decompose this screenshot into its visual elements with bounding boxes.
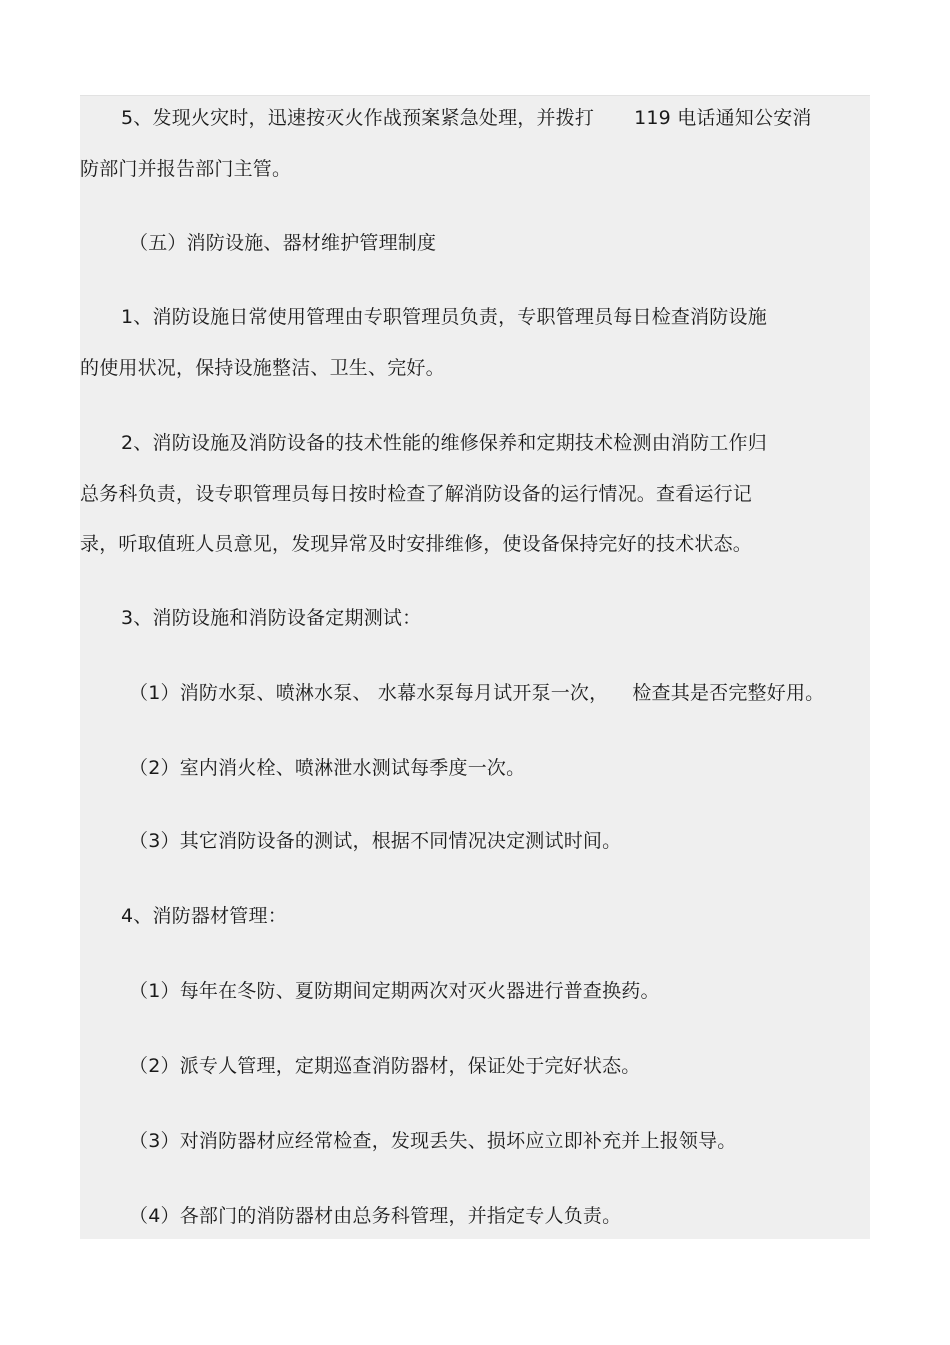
item-3-title: 3、消防设施和消防设备定期测试：: [121, 607, 422, 629]
item-3-sub-1: [129, 681, 824, 705]
item-2-line-2: 总务科负责，设专职管理员每日按时检查了解消防设备的运行情况。查看运行记: [80, 483, 753, 505]
item-3-sub-2: （2）室内消火栓、喷淋泄水测试每季度一次。: [129, 757, 526, 779]
item-1-line-2: 的使用状况，保持设施整洁、卫生、完好。: [80, 357, 445, 379]
item-2-line-3: 录，听取值班人员意见，发现异常及时安排维修，使设备保持完好的技术状态。: [80, 533, 753, 555]
item-4-sub-2: （2）派专人管理，定期巡查消防器材，保证处于完好状态。: [129, 1055, 641, 1077]
item-4-sub-1: （1）每年在冬防、夏防期间定期两次对灭火器进行普查换药。: [129, 980, 660, 1002]
paragraph-5-line-1: [121, 106, 812, 130]
item-2-line-1: 2、消防设施及消防设备的技术性能的维修保养和定期技术检测由消防工作归: [121, 432, 767, 454]
item-4-sub-4: （4）各部门的消防器材由总务科管理，并指定专人负责。: [129, 1205, 622, 1227]
item-4-sub-3: （3）对消防器材应经常检查，发现丢失、损坏应立即补充并上报领导。: [129, 1130, 737, 1152]
item-4-title: 4、消防器材管理：: [121, 905, 287, 927]
item-3-sub-1-text-b: 检查其是否完整好用。: [632, 682, 825, 704]
paragraph-5-line-2: 防部门并报告部门主管。: [80, 158, 292, 180]
item-3-sub-1-text-a: （1）消防水泵、喷淋水泵、 水幕水泵每月试开泵一次，: [129, 682, 609, 704]
paragraph-5-text-b: 119 电话通知公安消: [634, 107, 812, 129]
paragraph-5-text-a: 5、发现火灾时，迅速按灭火作战预案紧急处理，并拨打: [121, 107, 595, 129]
section-5-title: （五）消防设施、器材维护管理制度: [129, 232, 437, 254]
item-1-line-1: 1、消防设施日常使用管理由专职管理员负责，专职管理员每日检查消防设施: [121, 306, 767, 328]
item-3-sub-3: （3）其它消防设备的测试，根据不同情况决定测试时间。: [129, 830, 622, 852]
